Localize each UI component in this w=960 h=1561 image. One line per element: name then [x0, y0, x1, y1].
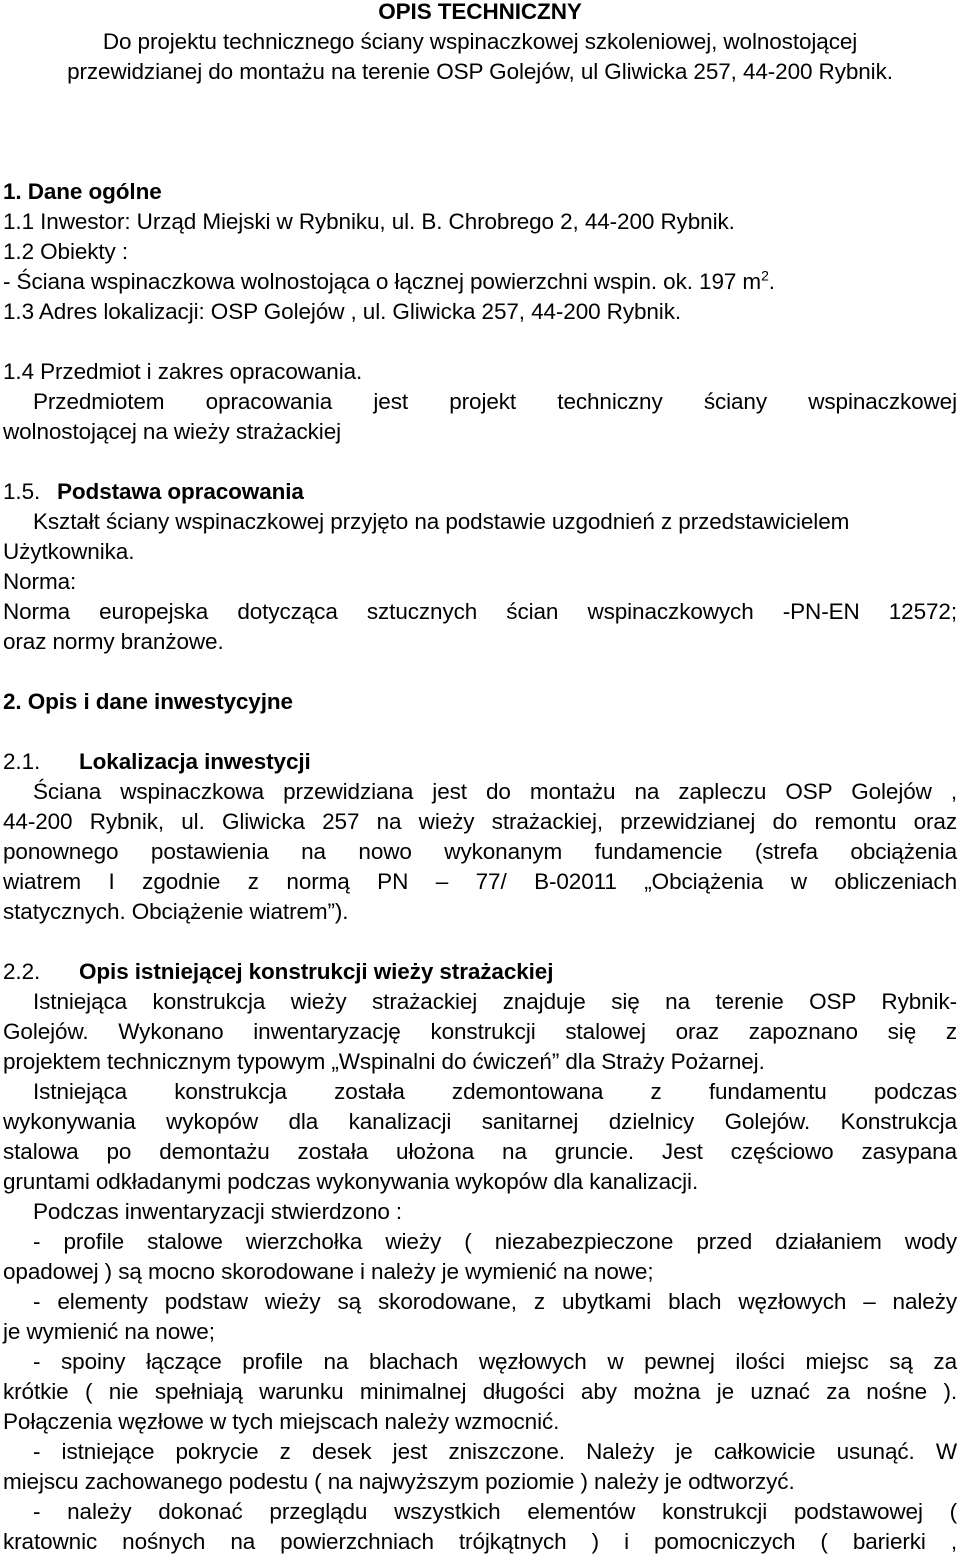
- structure-subheading: [3, 957, 957, 987]
- structure-paragraph-line: gruntami odkładanymi podczas wykonywania wykopów dla kanalizacji.: [3, 1169, 699, 1194]
- finding-list-line: - istniejące pokrycie z desek jest zniszczone. Należy je całkowicie usunąć. W: [33, 1439, 957, 1464]
- finding-list-line: je wymienić na nowe;: [3, 1319, 215, 1344]
- finding-list-line: - spoiny łączące profile na blachach węzłowych w pewnej ilości miejsc są za: [33, 1349, 957, 1374]
- location-address-line: 1.3 Adres lokalizacji: OSP Golejów , ul. Gliwicka 257, 44-200 Rybnik.: [3, 299, 682, 324]
- wall-area-text: - Ściana wspinaczkowa wolnostojąca o łącznej powierzchni wspin. ok. 197 m: [3, 269, 762, 294]
- basis-title: Podstawa opracowania: [57, 479, 304, 504]
- scope-text-line-1: Przedmiotem opracowania jest projekt techniczny ściany wspinaczkowej: [33, 389, 957, 414]
- document-subtitle-line-1: Do projektu technicznego ściany wspinaczkowej szkoleniowej, wolnostojącej: [102, 29, 858, 54]
- finding-list-line: Połączenia węzłowe w tych miejscach należy wzmocnić.: [3, 1409, 560, 1434]
- scope-text-line-2: wolnostojącej na wieży strażackiej: [3, 419, 342, 444]
- finding-list-line: kratownic nośnych na powierzchniach trójkątnych ) i pomocniczych ( barierki ,: [3, 1529, 957, 1554]
- scope-heading: 1.4 Przedmiot i zakres opracowania.: [3, 359, 363, 384]
- document-title: OPIS TECHNICZNY: [378, 0, 582, 24]
- location-subheading: [3, 747, 957, 777]
- location-paragraph-line: statycznych. Obciążenie wiatrem”).: [3, 899, 349, 924]
- finding-list-line: krótkie ( nie spełniają warunku minimalnej długości aby można je uznać za nośne ).: [3, 1379, 957, 1404]
- structure-paragraph-line: Golejów. Wykonano inwentaryzację konstrukcji stalowej oraz zapoznano się z: [3, 1019, 957, 1044]
- basis-text-line-1: Kształt ściany wspinaczkowej przyjęto na podstawie uzgodnień z przedstawicielem: [33, 509, 850, 534]
- finding-list-line: - elementy podstaw wieży są skorodowane, z ubytkami blach węzłowych – należy: [33, 1289, 957, 1314]
- finding-list-line: opadowej ) są mocno skorodowane i należy je wymienić na nowe;: [3, 1259, 654, 1284]
- wall-area-line: [3, 267, 957, 297]
- location-paragraph-line: Ściana wspinaczkowa przewidziana jest do montażu na zapleczu OSP Golejów ,: [33, 779, 957, 804]
- location-number: 2.1.: [3, 749, 41, 774]
- location-paragraph-line: 44-200 Rybnik, ul. Gliwicka 257 na wieży strażackiej, przewidzianej do remontu oraz: [3, 809, 957, 834]
- structure-number: 2.2.: [3, 959, 41, 984]
- structure-title: Opis istniejącej konstrukcji wieży strażackiej: [79, 959, 554, 984]
- location-paragraph-line: wiatrem I zgodnie z normą PN – 77/ B-02011 „Obciążenia w obliczeniach: [3, 869, 957, 894]
- location-title: Lokalizacja inwestycji: [79, 749, 311, 774]
- location-paragraph-line: ponownego postawienia na nowo wykonanym fundamencie (strefa obciążenia: [3, 839, 957, 864]
- structure-paragraph-line: stalowa po demontażu została ułożona na gruncie. Jest częściowo zasypana: [3, 1139, 957, 1164]
- norm-text-line-1: Norma europejska dotycząca sztucznych ścian wspinaczkowych -PN-EN 12572;: [3, 599, 957, 624]
- objects-line: 1.2 Obiekty :: [3, 239, 129, 264]
- basis-number: 1.5.: [3, 479, 41, 504]
- structure-paragraph-line: projektem technicznym typowym „Wspinalni do ćwiczeń” dla Straży Pożarnej.: [3, 1049, 765, 1074]
- wall-area-period: .: [768, 269, 775, 294]
- structure-paragraph-line: wykonywania wykopów dla kanalizacji sanitarnej dzielnicy Golejów. Konstrukcja: [3, 1109, 957, 1134]
- document-subtitle-line-2: przewidzianej do montażu na terenie OSP Golejów, ul Gliwicka 257, 44-200 Rybnik.: [67, 59, 893, 84]
- basis-text-line-2: Użytkownika.: [3, 539, 135, 564]
- finding-list-line: - należy dokonać przeglądu wszystkich elementów konstrukcji podstawowej (: [33, 1499, 957, 1524]
- section-1-heading: 1. Dane ogólne: [3, 179, 162, 204]
- finding-list-line: - profile stalowe wierzchołka wieży ( niezabezpieczone przed działaniem wody: [33, 1229, 957, 1254]
- norm-text-line-2: oraz normy branżowe.: [3, 629, 224, 654]
- section-2-heading: 2. Opis i dane inwestycyjne: [3, 689, 293, 714]
- investor-line: 1.1 Inwestor: Urząd Miejski w Rybniku, ul. B. Chrobrego 2, 44-200 Rybnik.: [3, 209, 735, 234]
- inventory-findings-intro: Podczas inwentaryzacji stwierdzono :: [33, 1199, 403, 1224]
- finding-list-line: miejscu zachowanego podestu ( na najwyższym poziomie ) należy je odtworzyć.: [3, 1469, 795, 1494]
- unit-superscript: 2: [761, 267, 769, 284]
- structure-paragraph-line: Istniejąca konstrukcja została zdemontowana z fundamentu podczas: [33, 1079, 957, 1104]
- structure-paragraph-line: Istniejąca konstrukcja wieży strażackiej znajduje się na terenie OSP Rybnik-: [33, 989, 957, 1014]
- norm-label: Norma:: [3, 569, 77, 594]
- basis-heading: [3, 477, 957, 507]
